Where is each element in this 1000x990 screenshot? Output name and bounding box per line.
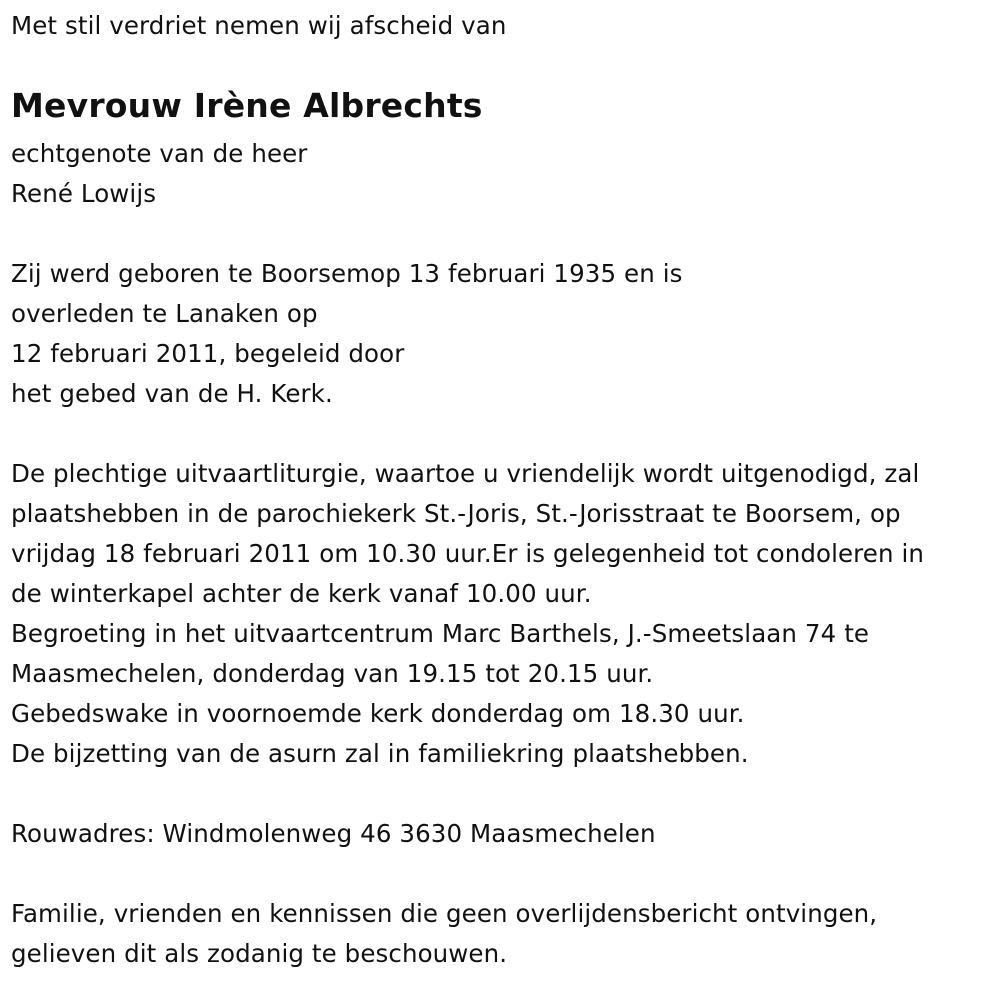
deceased-name: Mevrouw Irène Albrechts [11, 86, 483, 125]
ceremony-line: vrijdag 18 februari 2011 om 10.30 uur.Er is gelegenheid tot condoleren in [11, 539, 925, 568]
birth-death-line: het gebed van de H. Kerk. [11, 379, 333, 408]
ceremony-line: plaatshebben in de parochiekerk St.-Joris, St.-Jorisstraat te Boorsem, op [11, 499, 901, 528]
closing-line: Familie, vrienden en kennissen die geen overlijdensbericht ontvingen, [11, 899, 878, 928]
mourning-address: Rouwadres: Windmolenweg 46 3630 Maasmechelen [11, 819, 656, 848]
relation-line: echtgenote van de heer [11, 139, 308, 168]
ceremony-line: de winterkapel achter de kerk vanaf 10.00 uur. [11, 579, 592, 608]
birth-death-line: Zij werd geboren te Boorsemop 13 februari 1935 en is [11, 259, 683, 288]
spouse-name: René Lowijs [11, 179, 157, 208]
ceremony-line: Maasmechelen, donderdag van 19.15 tot 20.15 uur. [11, 659, 654, 688]
ceremony-line: Gebedswake in voornoemde kerk donderdag om 18.30 uur. [11, 699, 745, 728]
birth-death-line: overleden te Lanaken op [11, 299, 318, 328]
ceremony-line: Begroeting in het uitvaartcentrum Marc Barthels, J.-Smeetslaan 74 te [11, 619, 870, 648]
intro-text: Met stil verdriet nemen wij afscheid van [11, 11, 507, 40]
ceremony-line: De plechtige uitvaartliturgie, waartoe u vriendelijk wordt uitgenodigd, zal [11, 459, 920, 488]
birth-death-line: 12 februari 2011, begeleid door [11, 339, 405, 368]
ceremony-line: De bijzetting van de asurn zal in familiekring plaatshebben. [11, 739, 749, 768]
closing-line: gelieven dit als zodanig te beschouwen. [11, 939, 508, 968]
